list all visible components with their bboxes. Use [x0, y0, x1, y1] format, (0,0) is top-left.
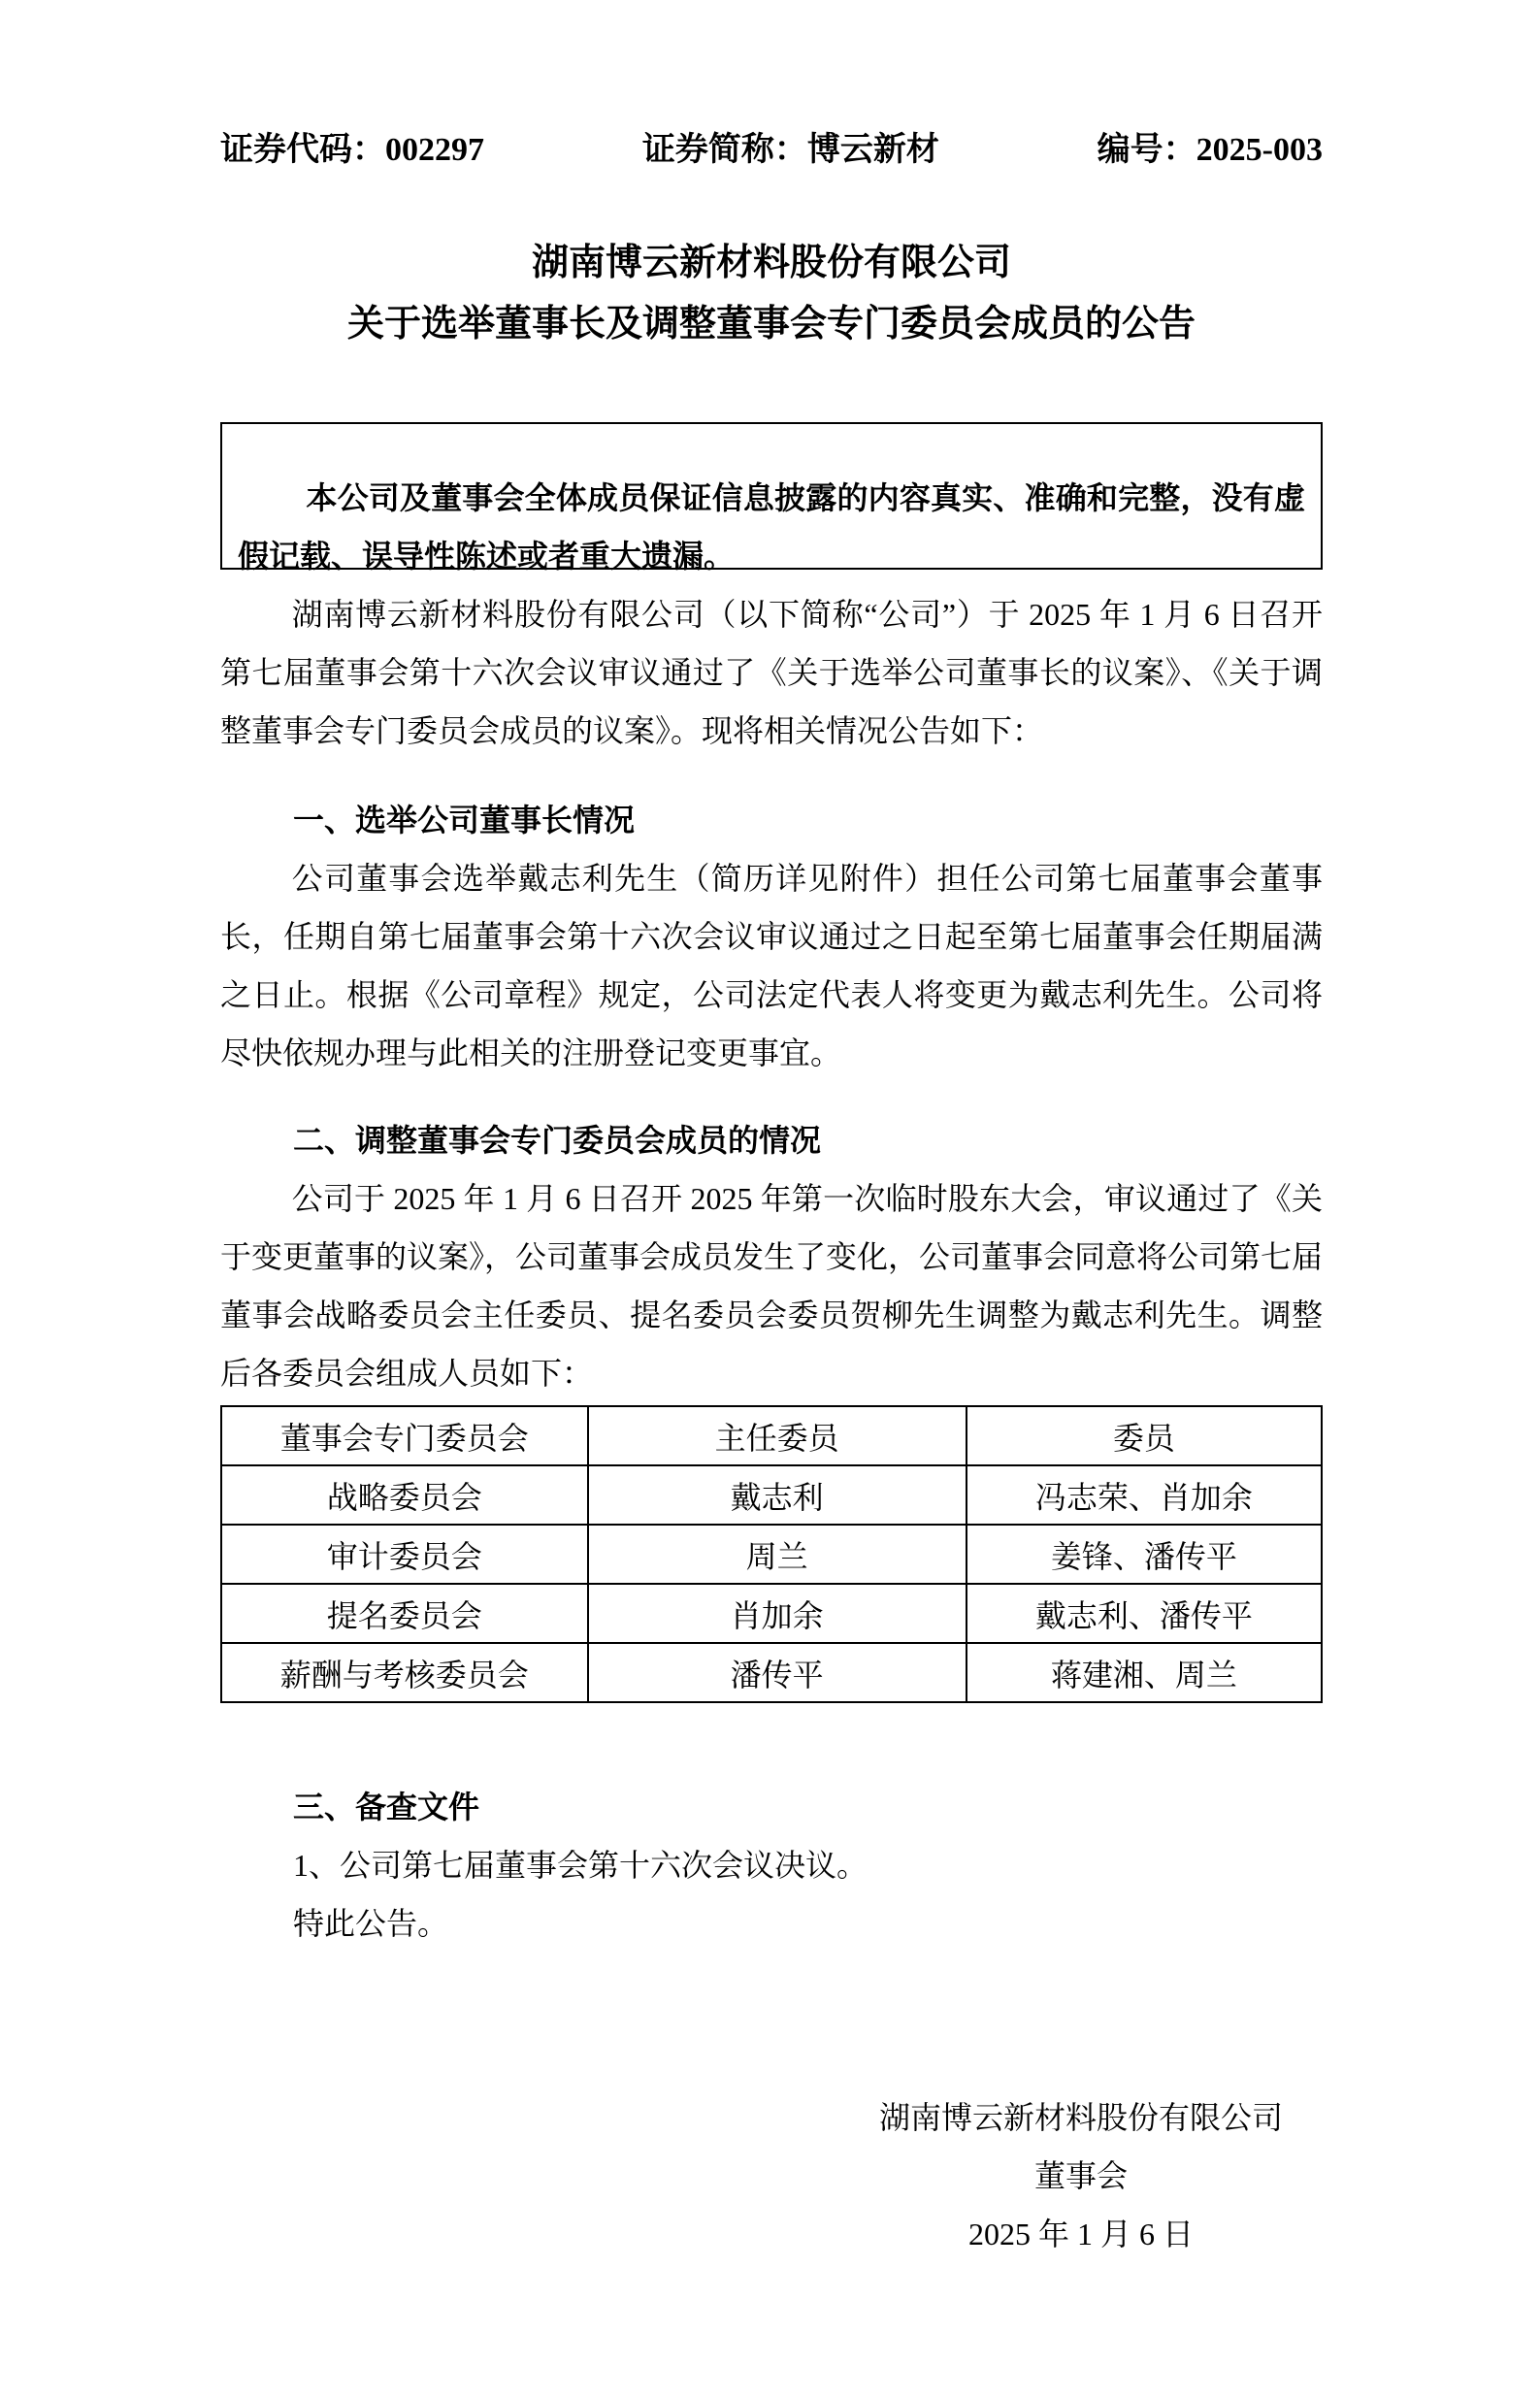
signature-block	[876, 2088, 1286, 2263]
table-cell: 审计委员会	[221, 1525, 588, 1584]
table-header-cell: 董事会专门委员会	[221, 1406, 588, 1465]
announcement-number: 编号：2025-003	[1097, 131, 1323, 168]
committee-table-header-row	[221, 1406, 1322, 1465]
announcement-subject-title: 关于选举董事长及调整董事会专门委员会成员的公告	[346, 304, 1196, 345]
signature-signer: 董事会	[1033, 2158, 1128, 2193]
table-cell: 战略委员会	[221, 1465, 588, 1525]
table-header-cell: 主任委员	[588, 1406, 967, 1465]
stock-code: 证券代码：002297	[220, 131, 484, 168]
signature-date: 2025 年 1 月 6 日	[967, 2217, 1194, 2251]
section2-body: 公司于 2025 年 1 月 6 日召开 2025 年第一次临时股东大会，审议通过了《关于变更董事的议案》，公司董事会成员发生了变化，公司董事会同意将公司第七届董事会战略委员会主任委员、提名委员会委员贺柳先生调整为戴志利先生。调整后各委员会组成人员如下：	[220, 1181, 1324, 1391]
document-title	[220, 233, 1323, 355]
table-cell: 提名委员会	[221, 1584, 588, 1643]
committee-table	[220, 1405, 1323, 1703]
signature-company: 湖南博云新材料股份有限公司	[878, 2100, 1283, 2135]
section1-heading: 一、选举公司董事长情况	[293, 803, 636, 838]
securities-header-row	[220, 0, 1323, 175]
reference-document-item: 1、公司第七届董事会第十六次会议决议。	[293, 1848, 868, 1883]
intro-paragraph: 湖南博云新材料股份有限公司（以下简称“公司”）于 2025 年 1 月 6 日召开第七届董事会第十六次会议审议通过了《关于选举公司董事长的议案》、《关于调整董事会专门委员会成员的议案》。现将相关情况公告如下：	[220, 597, 1323, 748]
table-cell: 姜锋、潘传平	[967, 1525, 1322, 1584]
committee-table-body	[221, 1465, 1322, 1702]
table-cell: 戴志利、潘传平	[967, 1584, 1322, 1643]
table-row	[221, 1525, 1322, 1584]
company-name-title: 湖南博云新材料股份有限公司	[531, 243, 1011, 283]
closing-statement: 特此公告。	[293, 1906, 449, 1941]
section3-heading: 三、备查文件	[293, 1790, 480, 1824]
disclaimer-text: 本公司及董事会全体成员保证信息披露的内容真实、准确和完整，没有虚假记载、误导性陈述或者重大遗漏。	[238, 480, 1305, 574]
section2-heading: 二、调整董事会专门委员会成员的情况	[293, 1123, 822, 1158]
table-row	[221, 1584, 1322, 1643]
table-cell: 潘传平	[588, 1643, 967, 1702]
table-cell: 戴志利	[588, 1465, 967, 1525]
stock-short-name: 证券简称：博云新材	[641, 131, 939, 168]
table-cell: 蒋建湘、周兰	[967, 1643, 1322, 1702]
section1-body: 公司董事会选举戴志利先生（简历详见附件）担任公司第七届董事会董事长，任期自第七届董事会第十六次会议审议通过之日起至第七届董事会任期届满之日止。根据《公司章程》规定，公司法定代表人将变更为戴志利先生。公司将尽快依规办理与此相关的注册登记变更事宜。	[220, 861, 1323, 1070]
table-row	[221, 1465, 1322, 1525]
table-cell: 薪酬与考核委员会	[221, 1643, 588, 1702]
document-content	[220, 0, 1323, 2263]
table-cell: 冯志荣、肖加余	[967, 1465, 1322, 1525]
table-header-cell: 委员	[967, 1406, 1322, 1465]
table-row	[221, 1643, 1322, 1702]
table-cell: 周兰	[588, 1525, 967, 1584]
table-cell: 肖加余	[588, 1584, 967, 1643]
disclaimer-box	[220, 422, 1323, 574]
